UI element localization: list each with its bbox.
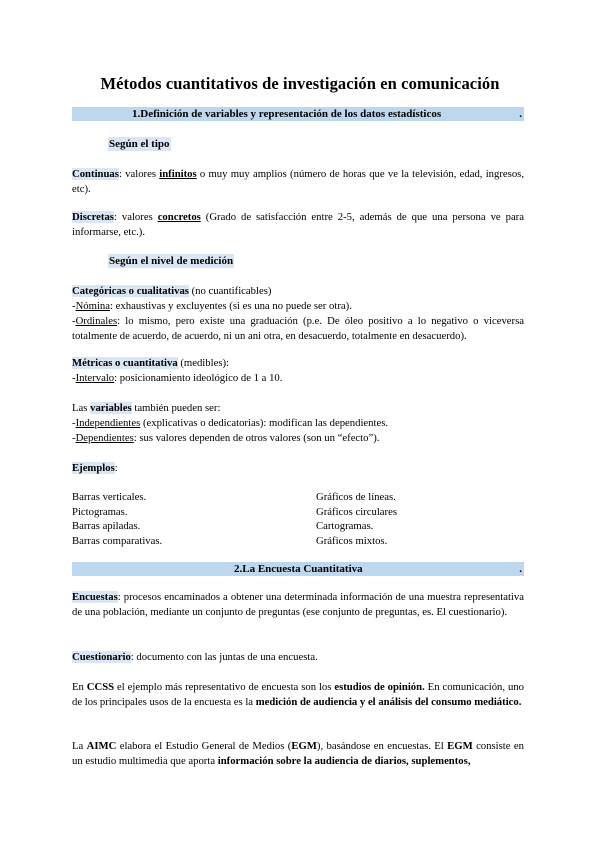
list-item: Pictogramas. (72, 505, 128, 518)
term-intervalo: Intervalo (75, 372, 115, 384)
term-categoricas: Categóricas o cualitativas (72, 285, 189, 297)
section-heading-2-label: 2.La Encuesta Cuantitativa (234, 563, 363, 575)
bold-informacion-audiencia: información sobre la audiencia de diarios, suplementos, (217, 755, 471, 767)
list-item: Barras verticales. (72, 491, 147, 503)
intervalo-line (72, 371, 524, 386)
text-fragment: Las (72, 402, 91, 414)
paragraph-discretas (72, 210, 524, 240)
keyword-infinitos: infinitos (159, 168, 197, 180)
text-fragment: o muy muy amplios (número de horas que ve la televisión, edad, ingresos, etc). (72, 168, 524, 195)
categoricas-line (72, 284, 524, 299)
text-fragment: : sus valores dependen de otros valores (son un “efecto”). (133, 432, 380, 444)
nominal-line (72, 299, 524, 314)
dash: - (72, 372, 76, 384)
text-fragment: : documento con las juntas de una encuesta. (130, 651, 318, 663)
text-fragment: ), basándose en encuestas. El (316, 740, 448, 752)
paragraph-categoricas (72, 284, 524, 344)
term-dependientes: Dependientes (75, 432, 134, 444)
ejemplos-list-left (72, 490, 162, 548)
dash: - (72, 432, 76, 444)
text-fragment: : lo mismo, pero existe una graduación (p.e. De óleo positivo a lo negativo o viceversa totalmente de acuerdo, de acuerdo, ni un ani otra, en desacuerdo, totalmente en desacuerdo). (72, 315, 524, 342)
dependientes-line (72, 431, 524, 446)
term-independientes: Independientes (75, 417, 141, 429)
list-item: Barras apiladas. (72, 520, 141, 532)
text-fragment: En (72, 681, 87, 693)
list-item: Gráficos de líneas. (316, 491, 396, 503)
subheading-nivel-medicion: Según el nivel de medición (109, 255, 234, 267)
list-item: Gráficos mixtos. (316, 534, 388, 547)
text-fragment: el ejemplo más representativo de encuesta son los (114, 681, 335, 693)
paragraph-variables (72, 401, 524, 446)
text-fragment: : valores (118, 168, 160, 180)
list-item: Gráficos circulares (316, 505, 398, 518)
paragraph-aimc (72, 739, 524, 769)
list-item: Cartogramas. (316, 520, 374, 532)
text-fragment: también pueden ser: (131, 402, 221, 414)
page-title: Métodos cuantitativos de investigación en comunicación (100, 74, 500, 93)
keyword-concretos: concretos (157, 211, 201, 223)
metricas-line (72, 356, 524, 371)
bold-egm-2: EGM (447, 740, 473, 752)
ordinal-line (72, 314, 524, 344)
text-fragment: La (72, 740, 87, 752)
term-variables: variables (90, 402, 132, 414)
text-fragment: elabora el Estudio General de Medios ( (116, 740, 292, 752)
bold-medicion-audiencia: medición de audiencia y el análisis del consumo mediático. (255, 696, 522, 708)
paragraph-encuestas (72, 590, 524, 620)
section-heading-2-dot: . (519, 563, 522, 575)
text-fragment: : procesos encaminados a obtener una determinada información de una muestra representativa de una población, mediante un conjunto de preguntas (ese conjunto de preguntas, es. El cuestionario). (72, 591, 524, 618)
text-fragment: : valores (113, 211, 158, 223)
ejemplos-heading (72, 461, 118, 476)
section-heading-1-dot: . (519, 108, 522, 120)
paragraph-metricas (72, 356, 524, 386)
term-cuestionario: Cuestionario (72, 651, 131, 663)
text-fragment: consiste en un estudio multimedia que aporta (72, 740, 524, 767)
term-metricas: Métricas o cuantitativa (72, 357, 178, 369)
text-fragment: : posicionamiento ideológico de 1 a 10. (114, 372, 283, 384)
bold-aimc: AIMC (86, 740, 117, 752)
list-item: Barras comparativas. (72, 534, 163, 547)
independientes-line (72, 416, 524, 431)
section-heading-1 (72, 107, 524, 121)
text-fragment: (no cuantificables) (188, 285, 272, 297)
term-ejemplos: Ejemplos (72, 462, 115, 474)
bold-egm: EGM (291, 740, 317, 752)
paragraph-ccss (72, 680, 524, 710)
ejemplos-list-right (316, 490, 397, 548)
subheading-segun-tipo: Según el tipo (109, 138, 170, 150)
section-heading-1-label: 1.Definición de variables y representación de los datos estadísticos (132, 108, 442, 120)
text-fragment: : (114, 462, 118, 474)
text-fragment: (medibles): (177, 357, 230, 369)
term-encuestas: Encuestas (72, 591, 118, 603)
bold-ccss: CCSS (86, 681, 115, 693)
dash: - (72, 300, 76, 312)
text-fragment: (Grado de satisfacción entre 2-5, además de que una persona ve para informarse, etc.). (72, 211, 524, 238)
term-ordinal: Ordinales (75, 315, 118, 327)
term-nominal: Nómina (75, 300, 110, 312)
text-fragment: : exhaustivas y excluyentes (si es una no puede ser otra). (110, 300, 352, 312)
paragraph-cuestionario (72, 650, 524, 665)
section-heading-2 (72, 562, 524, 576)
dash: - (72, 417, 76, 429)
text-fragment: (explicativas o dedicatorias): modifican las dependientes. (140, 417, 389, 429)
paragraph-continuas (72, 167, 524, 197)
term-discretas: Discretas (72, 211, 114, 223)
dash: - (72, 315, 76, 327)
bold-estudios-opinion: estudios de opinión. (334, 681, 425, 693)
term-continuas: Continuas (72, 168, 119, 180)
text-fragment: En comunicación, uno de los principales usos de la encuesta es la (72, 681, 525, 708)
variables-line (72, 401, 524, 416)
